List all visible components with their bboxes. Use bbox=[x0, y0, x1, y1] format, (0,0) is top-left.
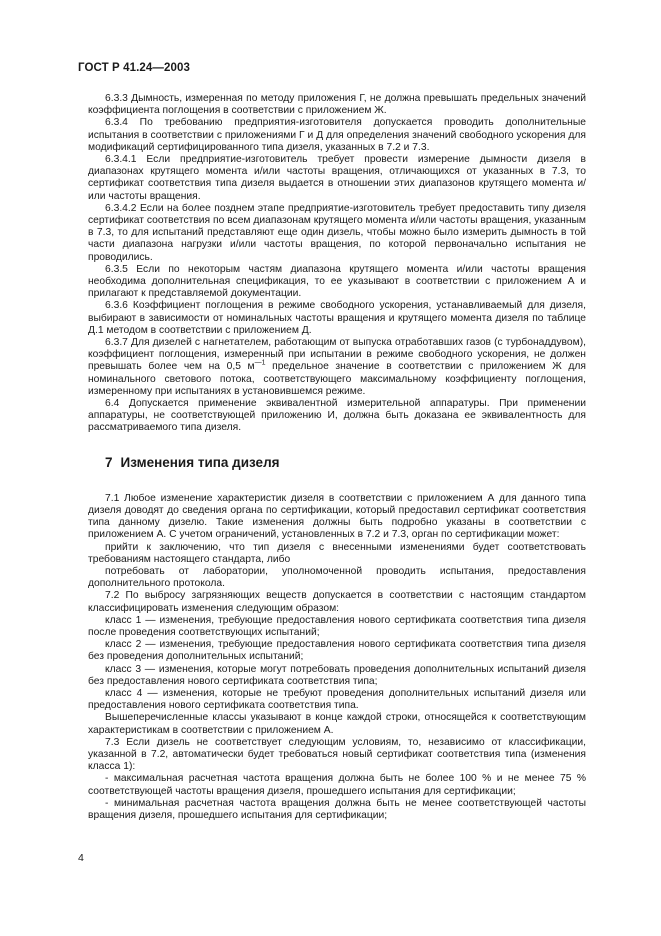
paragraph-6-3-7-part-2: предельное значение в соответствии с приложением Ж для номинального светового потока, соответствующего максимальному коэффициенту поглощения, измеренному при испытаниях в установившемся режиме. bbox=[88, 361, 586, 397]
list-item: класс 1 — изменения, требующие предоставления нового сертификата соответствия типа дизеля после проведения соответствующих испытаний; bbox=[88, 614, 586, 638]
document-header: ГОСТ Р 41.24—2003 bbox=[78, 62, 190, 74]
paragraph-6-3-5: 6.3.5 Если по некоторым частям диапазона крутящего момента и/или частоты вращения необходима дополнительная спецификация, то ее указывают в соответствии с приложением А и прилагают к представляемой документации. bbox=[88, 263, 586, 300]
list-item: прийти к заключению, что тип дизеля с внесенными изменениями будет соответствовать требованиям настоящего стандарта, либо bbox=[88, 541, 586, 565]
paragraph-6-4: 6.4 Допускается применение эквивалентной измерительной аппаратуры. При применении аппаратуры, не соответствующей приложению И, должна быть доказана ее эквивалентность для рассматриваемого типа дизеля. bbox=[88, 398, 586, 434]
list-item: - минимальная расчетная частота вращения должна быть не менее соответствующей частоты вращения дизеля, прошедшего испытания для сертификации; bbox=[88, 797, 586, 821]
paragraph-6-3-7-part-1: 6.3.7 Для дизелей с нагнетателем, работающим от выпуска отработавших газов (с турбонаддувом), коэффициент поглощения, измеренный при испытании в режиме свободного ускорения, не должен превышать более чем на 0,5 м bbox=[88, 337, 586, 373]
unit-exponent: —1 bbox=[254, 360, 266, 368]
paragraph-6-3-7 bbox=[88, 337, 586, 398]
paragraph-6-3-4: 6.3.4 По требованию предприятия-изготовителя допускается проводить дополнительные испытания в соответствии с приложениями Г и Д для определения значений свободного ускорения для модификаций сертифицированного типа дизеля, указанных в 7.2 и 7.3. bbox=[88, 117, 586, 153]
paragraph-6-3-4-2: 6.3.4.2 Если на более позднем этапе предприятие-изготовитель требует предоставить типу дизеля сертификат соответствия по всем диапазонам крутящего момента и/или частоты вращения, указанным в 7.3, то для испытаний представляют еще один дизель, чтобы можно было измерить дымность в той части диапазона нагрузки и/или частоты вращения, по которой первоначально испытания не проводились. bbox=[88, 202, 586, 263]
paragraph-7-1: 7.1 Любое изменение характеристик дизеля в соответствии с приложением А для данного типа дизеля доводят до сведения органа по сертификации, который предоставил сертификат соответствия типа данному дизелю. Такие изменения должны быть подробно указаны в соответствии с приложением А. С учетом ограничений, установленных в 7.2 и 7.3, орган по сертификации может: bbox=[88, 492, 586, 541]
list-item: класс 3 — изменения, которые могут потребовать проведения дополнительных испытаний дизеля без предоставления нового сертификата соответствия типа; bbox=[88, 663, 586, 687]
list-item: - максимальная расчетная частота вращения должна быть не более 100 % и не менее 75 % соответствующей частоты вращения дизеля, прошедшего испытания для сертификации; bbox=[88, 773, 586, 797]
paragraph-7-3: 7.3 Если дизель не соответствует следующим условиям, то, независимо от классификации, указанной в 7.2, автоматически будет требоваться новый сертификат соответствия типа (изменения класса 1): bbox=[88, 736, 586, 773]
section-heading bbox=[105, 455, 586, 471]
list-item: класс 4 — изменения, которые не требуют проведения дополнительных испытаний дизеля или предоставления нового сертификата соответствия типа. bbox=[88, 687, 586, 712]
paragraph-7-2: 7.2 По выбросу загрязняющих веществ допускается в соответствии с настоящим стандартом классифицировать изменения следующим образом: bbox=[88, 590, 586, 614]
paragraph-classes-note: Вышеперечисленные классы указывают в конце каждой строки, относящейся к соответствующим характеристикам в соответствии с приложением А. bbox=[88, 712, 586, 736]
section-title: Изменения типа дизеля bbox=[120, 454, 280, 470]
paragraph-6-3-4-1: 6.3.4.1 Если предприятие-изготовитель требует провести измерение дымности дизеля в диапазонах крутящего момента и/или частоты вращения, отличающихся от указанных в 7.3, то сертификат соответствия типа дизеля выдается в отношении этих диапазонов крутящего момента и/или частоты вращения. bbox=[88, 154, 586, 202]
list-item: потребовать от лаборатории, уполномоченной проводить испытания, предоставления дополнительного протокола. bbox=[88, 565, 586, 590]
paragraph-6-3-3: 6.3.3 Дымность, измеренная по методу приложения Г, не должна превышать предельных значений коэффициента поглощения в соответствии с приложением Ж. bbox=[88, 93, 586, 117]
page-number: 4 bbox=[78, 852, 84, 864]
list-item: класс 2 — изменения, требующие предоставления нового сертификата соответствия типа дизеля без проведения дополнительных испытаний; bbox=[88, 639, 586, 663]
section-number: 7 bbox=[105, 454, 113, 470]
document-body bbox=[88, 93, 586, 822]
paragraph-6-3-6: 6.3.6 Коэффициент поглощения в режиме свободного ускорения, устанавливаемый для дизеля, выбирают в зависимости от номинальных частоты вращения и крутящего момента дизеля по таблице Д.1 методом в соответствии с приложением Д. bbox=[88, 300, 586, 336]
